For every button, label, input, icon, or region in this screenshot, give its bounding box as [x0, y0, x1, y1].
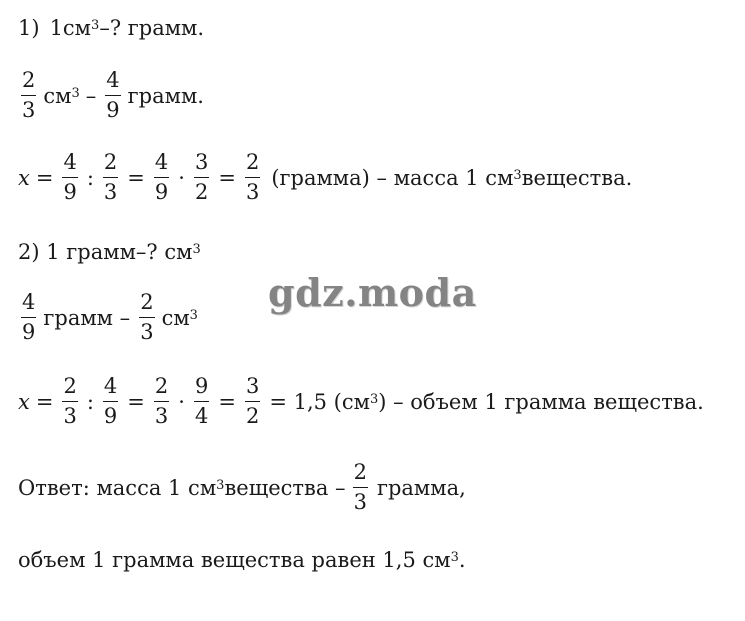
- fraction: $\frac{2}{3}$: [103, 150, 118, 204]
- fraction: $\frac{2}{3}$: [22, 68, 36, 122]
- answer-text: вещества –: [224, 475, 346, 500]
- fraction: $\frac{4}{9}$: [63, 150, 77, 204]
- variable-x: x: [18, 165, 30, 190]
- q1-tail: –? грамм.: [99, 16, 205, 40]
- final-period: .: [458, 548, 466, 572]
- final-line: объем 1 грамма вещества равен 1,5 см $^3$ .: [18, 548, 466, 572]
- equals-sign: =: [35, 389, 54, 414]
- unit-text: грамм.: [127, 83, 204, 108]
- answer-line: Ответ: масса 1 см $^3$ вещества – $\frac{2}{3}$ грамма,: [18, 460, 466, 514]
- equals-sign: =: [127, 389, 145, 414]
- multiply-dot: ·: [178, 165, 185, 190]
- fraction: $\frac{4}{9}$: [154, 150, 169, 204]
- division-sign: :: [86, 389, 94, 414]
- answer-text: Ответ: масса 1 см: [18, 475, 217, 500]
- fraction: $\frac{2}{3}$: [353, 460, 367, 514]
- proportion-1: $\frac{2}{3}$ см $^3$ – $\frac{4}{9}$ грамм.: [22, 68, 204, 122]
- division-sign: :: [86, 165, 94, 190]
- unit-text: грамм –: [43, 305, 131, 330]
- fraction: $\frac{9}{4}$: [194, 374, 209, 428]
- q2-text: 2) 1 грамм–? см: [18, 240, 193, 264]
- fraction: $\frac{2}{3}$: [140, 290, 154, 344]
- result-text: вещества.: [521, 165, 633, 190]
- equals-sign: =: [218, 389, 236, 414]
- fraction: $\frac{3}{2}$: [245, 374, 260, 428]
- calculation-1: x = $\frac{4}{9}$ : $\frac{2}{3}$ = $\frac{4}{9}$ · $\frac{3}{2}$ = $\frac{2}{3}$ (грамма) – масса 1 см $^3$ вещества.: [18, 150, 633, 204]
- result-text: ) – объем 1 грамма вещества.: [378, 389, 704, 414]
- unit-text: см: [43, 83, 72, 108]
- q1-lhs: 1см: [49, 16, 92, 40]
- variable-x: x: [18, 389, 30, 414]
- proportion-2: $\frac{4}{9}$ грамм – $\frac{2}{3}$ см $^3$: [22, 290, 198, 344]
- fraction: $\frac{2}{3}$: [245, 150, 260, 204]
- answer-text: грамма,: [376, 475, 466, 500]
- question-2: 2) 1 грамм–? см $^3$: [18, 240, 201, 264]
- equals-sign: =: [127, 165, 145, 190]
- result-text: (грамма) – масса 1 см: [271, 165, 514, 190]
- question-1: 1) 1см $^3$ –? грамм.: [18, 16, 205, 40]
- fraction: $\frac{3}{2}$: [194, 150, 209, 204]
- watermark-logo: gdz.moda: [268, 270, 477, 315]
- fraction: $\frac{2}{3}$: [63, 374, 77, 428]
- fraction: $\frac{2}{3}$: [154, 374, 169, 428]
- multiply-dot: ·: [178, 389, 185, 414]
- fraction: $\frac{4}{9}$: [22, 290, 36, 344]
- item-number: 1): [18, 16, 40, 40]
- equals-sign: =: [35, 165, 54, 190]
- dash: –: [85, 83, 97, 108]
- fraction: $\frac{4}{9}$: [103, 374, 118, 428]
- unit-text: см: [161, 305, 190, 330]
- calculation-2: x = $\frac{2}{3}$ : $\frac{4}{9}$ = $\frac{2}{3}$ · $\frac{9}{4}$ = $\frac{3}{2}$ = 1,5 (см $^3$ ) – объем 1 грамма вещества.: [18, 374, 704, 428]
- result-value: = 1,5 (см: [269, 389, 370, 414]
- final-text: объем 1 грамма вещества равен 1,5 см: [18, 548, 451, 572]
- equals-sign: =: [218, 165, 236, 190]
- fraction: $\frac{4}{9}$: [106, 68, 120, 122]
